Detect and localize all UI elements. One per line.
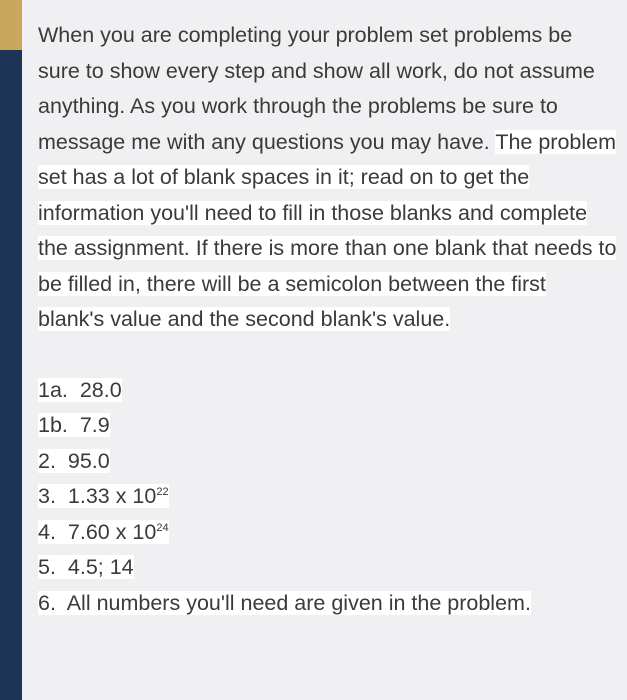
- answer-item-5: [38, 550, 618, 586]
- answer-value: All numbers you'll need are given in the problem.: [66, 590, 531, 615]
- answer-value: 1.33 x 10: [67, 484, 157, 508]
- paragraph-gap: [38, 338, 618, 373]
- answer-exponent: 22: [156, 486, 169, 498]
- instructions-paragraph: [38, 18, 618, 338]
- answer-value: 4.5; 14: [67, 555, 134, 579]
- answer-label: 1a.: [38, 377, 68, 402]
- left-sidebar-rail: [0, 0, 22, 700]
- answer-label: 3.: [38, 484, 56, 508]
- answer-item-1a: [38, 373, 618, 409]
- answer-value: 7.9: [79, 413, 110, 437]
- answer-value: 7.60 x 10: [67, 519, 157, 544]
- intro-text-part1: When you are completing your problem set problems be sure to show every step and show all work, do not assume anything. As you work through the problems be sure to message me with any questions you may have.: [38, 23, 595, 154]
- answer-label: 5.: [38, 555, 56, 579]
- answer-label: 2.: [38, 448, 56, 473]
- sidebar-accent-bar: [0, 0, 22, 50]
- answer-value: 95.0: [67, 448, 110, 473]
- answer-label: 4.: [38, 519, 56, 544]
- answer-item-6: [38, 586, 618, 622]
- answer-item-1b: [38, 408, 618, 444]
- answer-label: 1b.: [38, 413, 68, 437]
- instructions-content: [38, 18, 618, 621]
- answer-item-3: [38, 479, 618, 515]
- answer-exponent: 24: [156, 521, 169, 534]
- answer-label: 6.: [38, 590, 56, 615]
- answer-item-2: [38, 444, 618, 480]
- answer-value: 28.0: [79, 377, 122, 402]
- answer-list: [38, 373, 618, 622]
- answer-item-4: [38, 515, 618, 551]
- intro-text-part2: The problem set has a lot of blank spaces in it; read on to get the information you'll need to fill in those blanks and complete the assignment. If there is more than one blank that needs to be filled in, there will be a semicolon between the first blank's value and the second blank's value.: [38, 129, 617, 331]
